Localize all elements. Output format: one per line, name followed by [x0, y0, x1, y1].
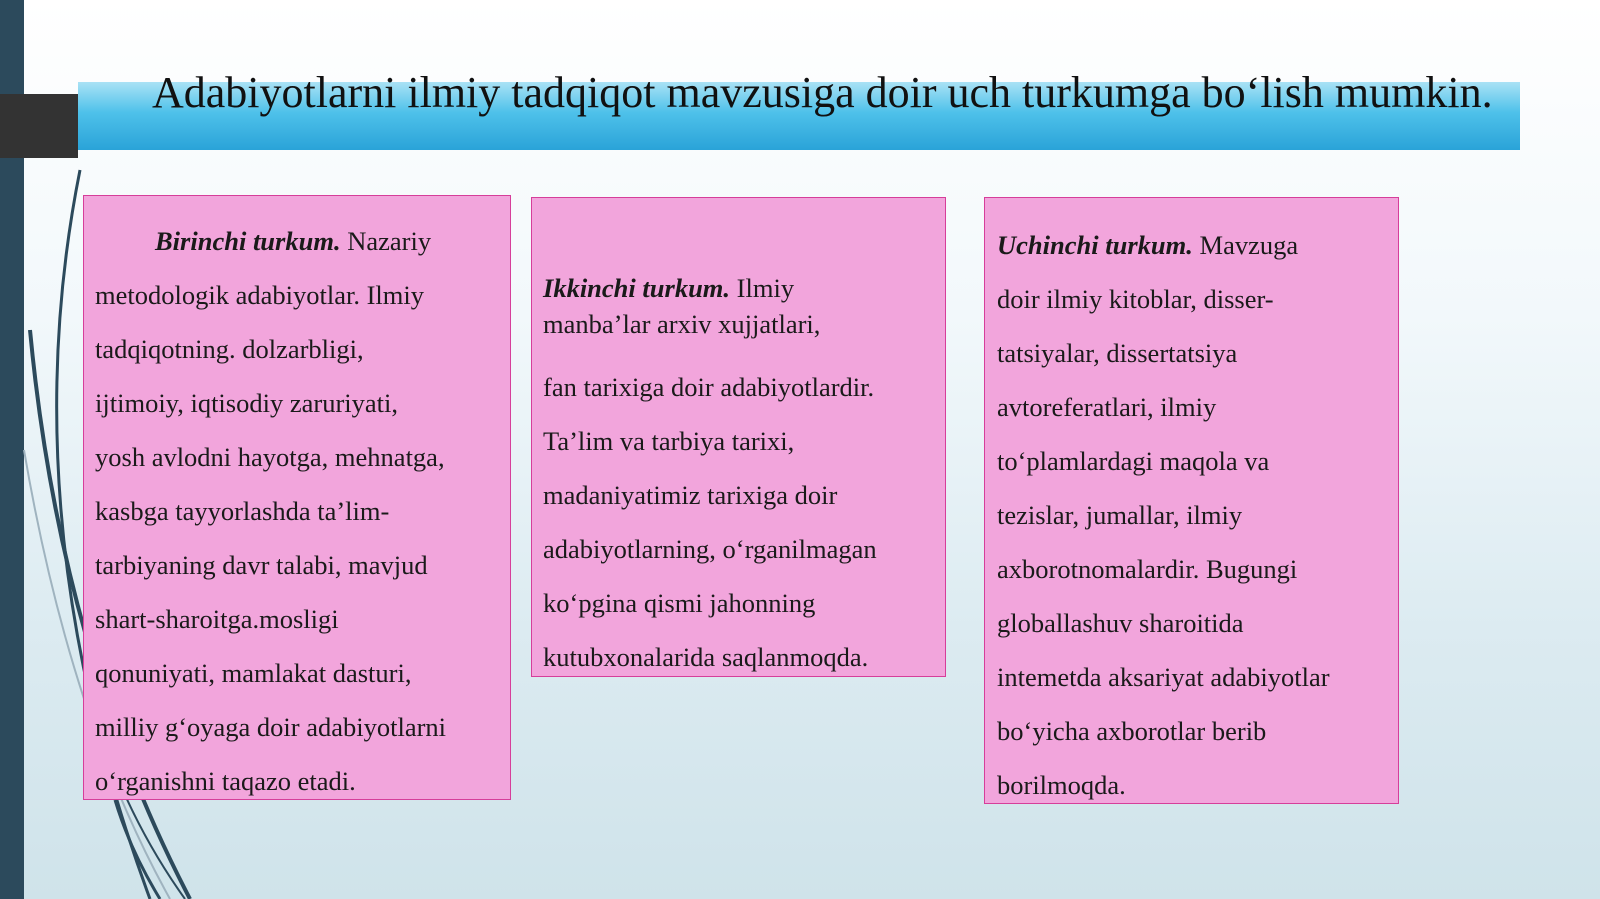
box-second-line-6: adabiyotlarning, o‘rganilmagan — [543, 534, 877, 564]
box-second-line-8: kutubxonalarida saqlanmoqda. — [543, 642, 869, 672]
box-second-line-3: fan tarixiga doir adabiyotlardir. — [543, 372, 875, 402]
box-third-line-8: globallashuv sharoitida — [997, 608, 1244, 638]
category-box-third — [984, 197, 1399, 804]
box-first-line-9: qonuniyati, mamlakat dasturi, — [95, 658, 412, 688]
box-third-line-1: Uchinchi turkum. Mavzuga — [997, 230, 1299, 260]
box-third-line-9: intemetda aksariyat adabiyotlar — [997, 662, 1330, 692]
box-third-line-7: axborotnomalardir. Bugungi — [997, 554, 1298, 584]
box-third-lead: Uchinchi turkum. — [997, 230, 1193, 260]
category-box-first — [83, 195, 511, 800]
left-dark-tab — [0, 94, 78, 158]
box-first-line-7: tarbiyaning davr talabi, mavjud — [95, 550, 428, 580]
box-third-line-10: bo‘yicha axborotlar berib — [997, 716, 1267, 746]
box-first-line-6: kasbga tayyorlashda ta’lim- — [95, 496, 390, 526]
box-second-lead: Ikkinchi turkum. — [543, 273, 731, 303]
box-second-line-7: ko‘pgina qismi jahonning — [543, 588, 816, 618]
box-first-line-4: ijtimoiy, iqtisodiy zaruriyati, — [95, 388, 398, 418]
box-third-line-6: tezislar, jumallar, ilmiy — [997, 500, 1243, 530]
box-third-line-3: tatsiyalar, dissertatsiya — [997, 338, 1238, 368]
box-third-line-11: borilmoqda. — [997, 770, 1126, 800]
box-second-line-5: madaniyatimiz tarixiga doir — [543, 480, 838, 510]
box-third-line-4: avtoreferatlari, ilmiy — [997, 392, 1217, 422]
box-third-line-2: doir ilmiy kitoblar, disser- — [997, 284, 1274, 314]
box-first-lead: Birinchi turkum. — [155, 226, 341, 256]
box-second-line-1: Ikkinchi turkum. Ilmiy — [543, 273, 795, 303]
box-first-line-5: yosh avlodni hayotga, mehnatga, — [95, 442, 445, 472]
box-first-line-3: tadqiqotning. dolzarbligi, — [95, 334, 364, 364]
box-first-line-2: metodologik adabiyotlar. Ilmiy — [95, 280, 424, 310]
box-second-line-4: Ta’lim va tarbiya tarixi, — [543, 426, 795, 456]
box-first-line-11: o‘rganishni taqazo etadi. — [95, 766, 356, 796]
box-second-line-2: manba’lar arxiv xujjatlari, — [543, 309, 821, 339]
page-title: Adabiyotlarni ilmiy tadqiqot mavzusiga doir uch turkumga bo‘lish mumkin. — [152, 68, 1493, 117]
box-first-line-10: milliy g‘oyaga doir adabiyotlarni — [95, 712, 447, 742]
box-third-line-5: to‘plamlardagi maqola va — [997, 446, 1270, 476]
box-first-line-8: shart-sharoitga.mosligi — [95, 604, 339, 634]
box-first-line-1: Birinchi turkum. Nazariy — [155, 226, 432, 256]
category-box-second — [531, 197, 946, 677]
